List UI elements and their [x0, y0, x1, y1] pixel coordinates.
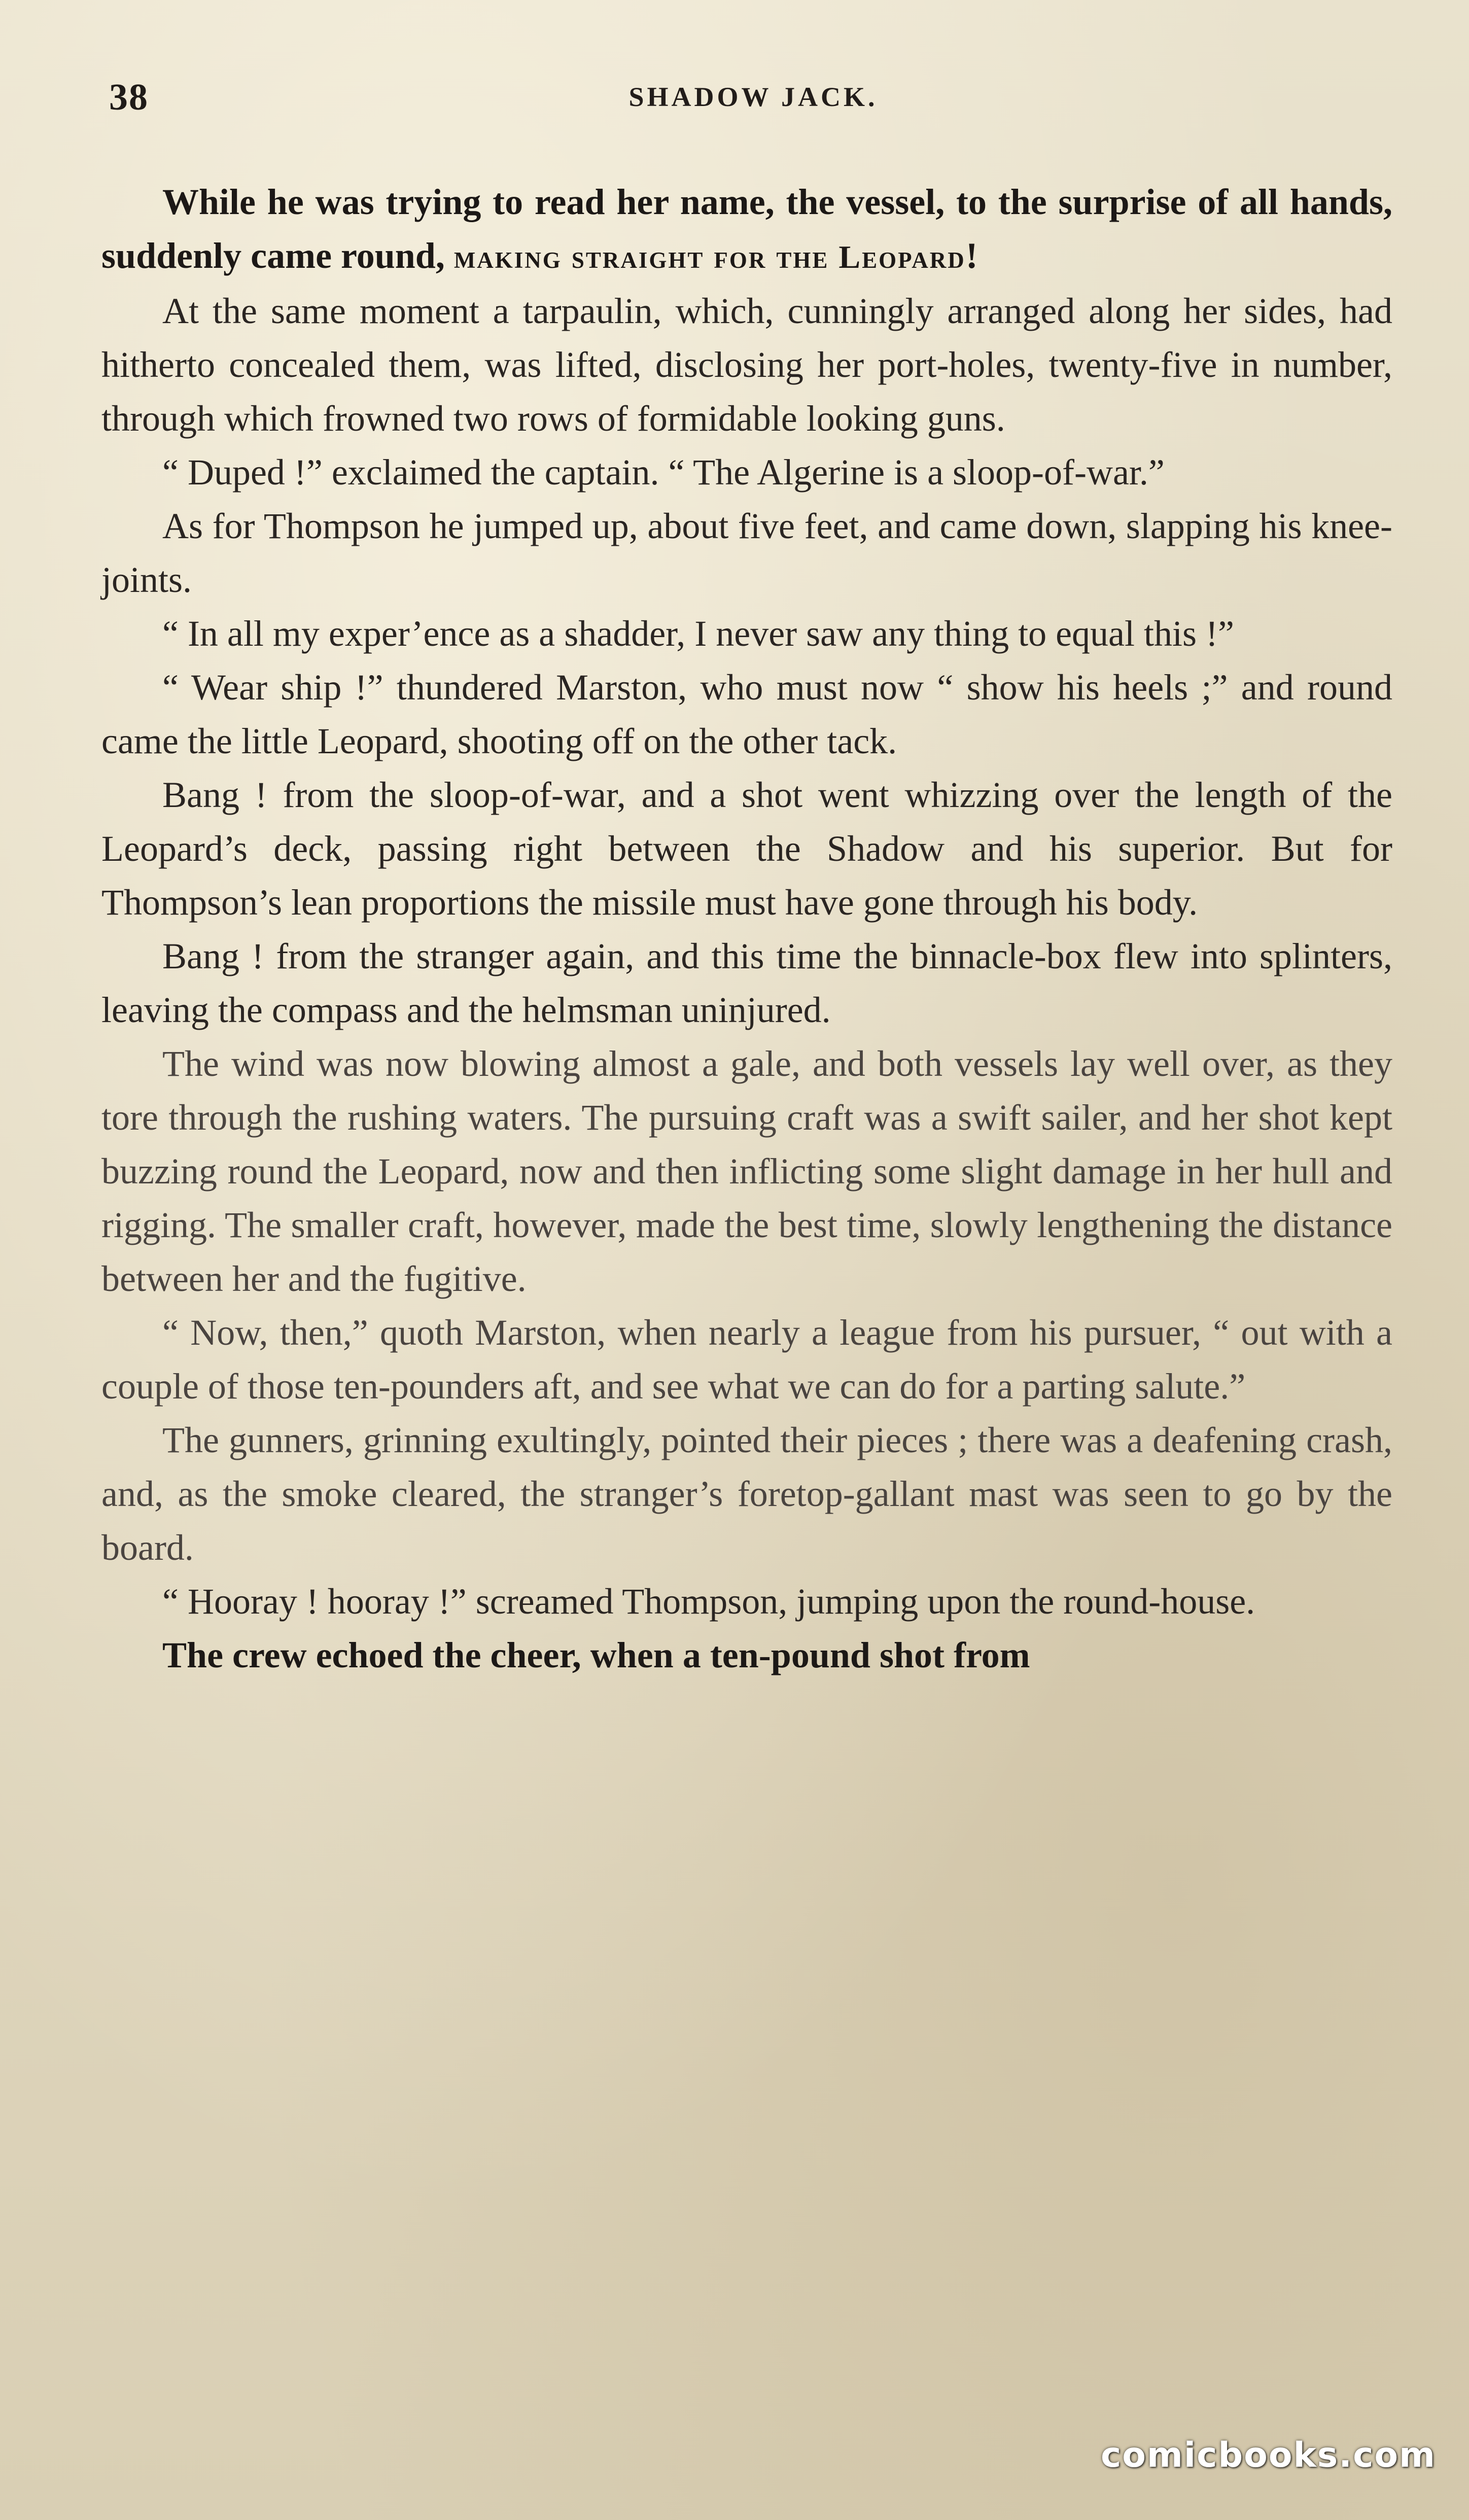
page-number: 38 [109, 77, 149, 118]
paragraph: The crew echoed the cheer, when a ten-pound shot from [162, 1635, 1030, 1675]
paragraph-text: While he was trying to read her name, the vessel, to the surprise of all hands, suddenly came round, [101, 182, 1392, 276]
paragraph: At the same moment a tarpaulin, which, cunningly arranged along her sides, had hitherto concealed them, was lifted, disclosing her port-holes, twenty-five in number, through which frowned two rows of formidable looking guns. [101, 291, 1392, 439]
small-caps-phrase: making straight for the Leopard [453, 239, 966, 275]
paragraph: “ Hooray ! hooray !” screamed Thompson, jumping upon the round-house. [162, 1581, 1255, 1622]
paragraph [101, 175, 1392, 284]
paragraph: The gunners, grinning exultingly, pointed their pieces ; there was a deafening crash, and, as the smoke cleared, the stranger’s foretop-gallant mast was seen to go by the board. [101, 1420, 1392, 1568]
paragraph: “ In all my exper’ence as a shadder, I never saw any thing to equal this !” [162, 613, 1234, 654]
paragraph: Bang ! from the stranger again, and this time the binnacle-box flew into splinters, leaving the compass and the helmsman uninjured. [101, 936, 1392, 1030]
paragraph: As for Thompson he jumped up, about five feet, and came down, slapping his knee-joints. [101, 506, 1392, 600]
paragraph: “ Duped !” exclaimed the captain. “ The Algerine is a sloop-of-war.” [162, 452, 1165, 493]
body-text [101, 175, 1392, 1682]
watermark: comicbooks.com [1100, 2435, 1436, 2475]
paragraph-text: ! [965, 235, 978, 276]
paragraph: The wind was now blowing almost a gale, and both vessels lay well over, as they tore through the rushing waters. The pursuing craft was a swift sailer, and her shot kept buzzing round the Leopard, now and then inflicting some slight damage in her hull and rigging. The smaller craft, however, made the best time, slowly lengthening the distance between her and the fugitive. [101, 1043, 1392, 1299]
paragraph: “ Wear ship !” thundered Marston, who must now “ show his heels ;” and round came the little Leopard, shooting off on the other tack. [101, 667, 1392, 761]
running-head: SHADOW JACK. [628, 82, 878, 112]
page-header [109, 76, 1397, 132]
paragraph: “ Now, then,” quoth Marston, when nearly a league from his pursuer, “ out with a couple of those ten-pounders aft, and see what we can do for a parting salute.” [101, 1312, 1392, 1407]
paragraph: Bang ! from the sloop-of-war, and a shot went whizzing over the length of the Leopard’s deck, passing right between the Shadow and his superior. But for Thompson’s lean proportions the missile must have gone through his body. [101, 775, 1392, 923]
